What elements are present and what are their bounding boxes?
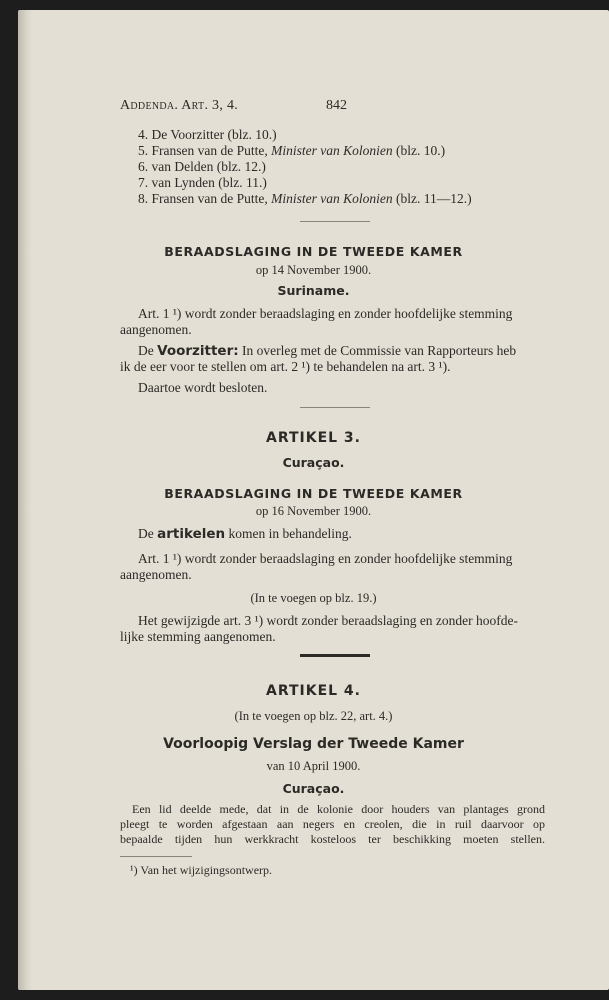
list-item: 5. Fransen van de Putte, Minister van Kolonien (blz. 10.) xyxy=(138,143,446,158)
list-item: 4. De Voorzitter (blz. 10.) xyxy=(138,127,277,142)
list-item: 8. Fransen van de Putte, Minister van Kolonien (blz. 11—12.) xyxy=(138,191,472,206)
footnote-mark: ¹) xyxy=(130,863,138,877)
footnote xyxy=(130,863,272,878)
list-item: 7. van Lynden (blz. 11.) xyxy=(138,175,267,190)
paragraph-line: Art. 1 ¹) wordt zonder beraadslaging en zonder hoofdelijke stemming xyxy=(138,551,513,566)
article-heading: ARTIKEL 3. xyxy=(265,430,361,446)
section-date: op 14 November 1900. xyxy=(255,263,372,277)
paragraph-line: ik de eer voor te stellen om art. 2 ¹) te behandelen na art. 3 ¹). xyxy=(120,359,451,374)
divider xyxy=(300,221,370,222)
article-heading: ARTIKEL 4. xyxy=(265,683,361,699)
paragraph-line: Art. 1 ¹) wordt zonder beraadslaging en zonder hoofdelijke stemming xyxy=(138,306,513,321)
divider xyxy=(300,407,370,408)
paragraph-line: Het gewijzigde art. 3 ¹) wordt zonder beraadslaging en zonder hoofde- xyxy=(138,613,519,628)
paragraph-line: Een lid deelde mede, dat in de kolonie door houders van plantages grond xyxy=(132,802,545,816)
insert-note: (In te voegen op blz. 19.) xyxy=(250,591,377,605)
paragraph-line: De Voorzitter: In overleg met de Commissie van Rapporteurs heb xyxy=(138,343,517,359)
paragraph-line: aangenomen. xyxy=(120,567,192,582)
section-subheading: Suriname. xyxy=(277,283,350,298)
report-title: Voorloopig Verslag der Tweede Kamer xyxy=(163,736,464,752)
section-date: op 16 November 1900. xyxy=(255,504,372,518)
paragraph xyxy=(120,802,545,847)
section-date: van 10 April 1900. xyxy=(266,759,361,773)
paragraph-line: bepaalde tijden hun werkkracht kosteloos ter beschikking moeten stellen. xyxy=(120,832,545,846)
running-head-title: Addenda. Art. 3, 4. xyxy=(120,98,239,113)
insert-note: (In te voegen op blz. 22, art. 4.) xyxy=(234,709,393,723)
section-heading: BERAADSLAGING IN DE TWEEDE KAMER xyxy=(164,486,463,501)
page-number: 842 xyxy=(326,98,347,113)
document-page xyxy=(18,10,609,990)
paragraph-line: lijke stemming aangenomen. xyxy=(120,629,276,644)
paragraph-line: pleegt te worden afgestaan aan negers en creolen, die in ruil daarvoor op xyxy=(120,817,545,831)
paragraph-line: De artikelen komen in behandeling. xyxy=(138,526,352,542)
speaker-list xyxy=(138,127,472,207)
section-subheading: Curaçao. xyxy=(282,455,345,470)
footnote-text: Van het wijzigingsontwerp. xyxy=(140,863,273,877)
paragraph-line: Daartoe wordt besloten. xyxy=(138,380,268,395)
speaker-name: Voorzitter: xyxy=(157,343,239,359)
footnote-rule xyxy=(120,856,192,857)
section-heading: BERAADSLAGING IN DE TWEEDE KAMER xyxy=(164,244,463,259)
running-head xyxy=(120,98,238,114)
section-divider xyxy=(300,654,370,657)
list-item: 6. van Delden (blz. 12.) xyxy=(138,159,266,174)
section-subheading: Curaçao. xyxy=(282,781,345,796)
paragraph-line: aangenomen. xyxy=(120,322,192,337)
